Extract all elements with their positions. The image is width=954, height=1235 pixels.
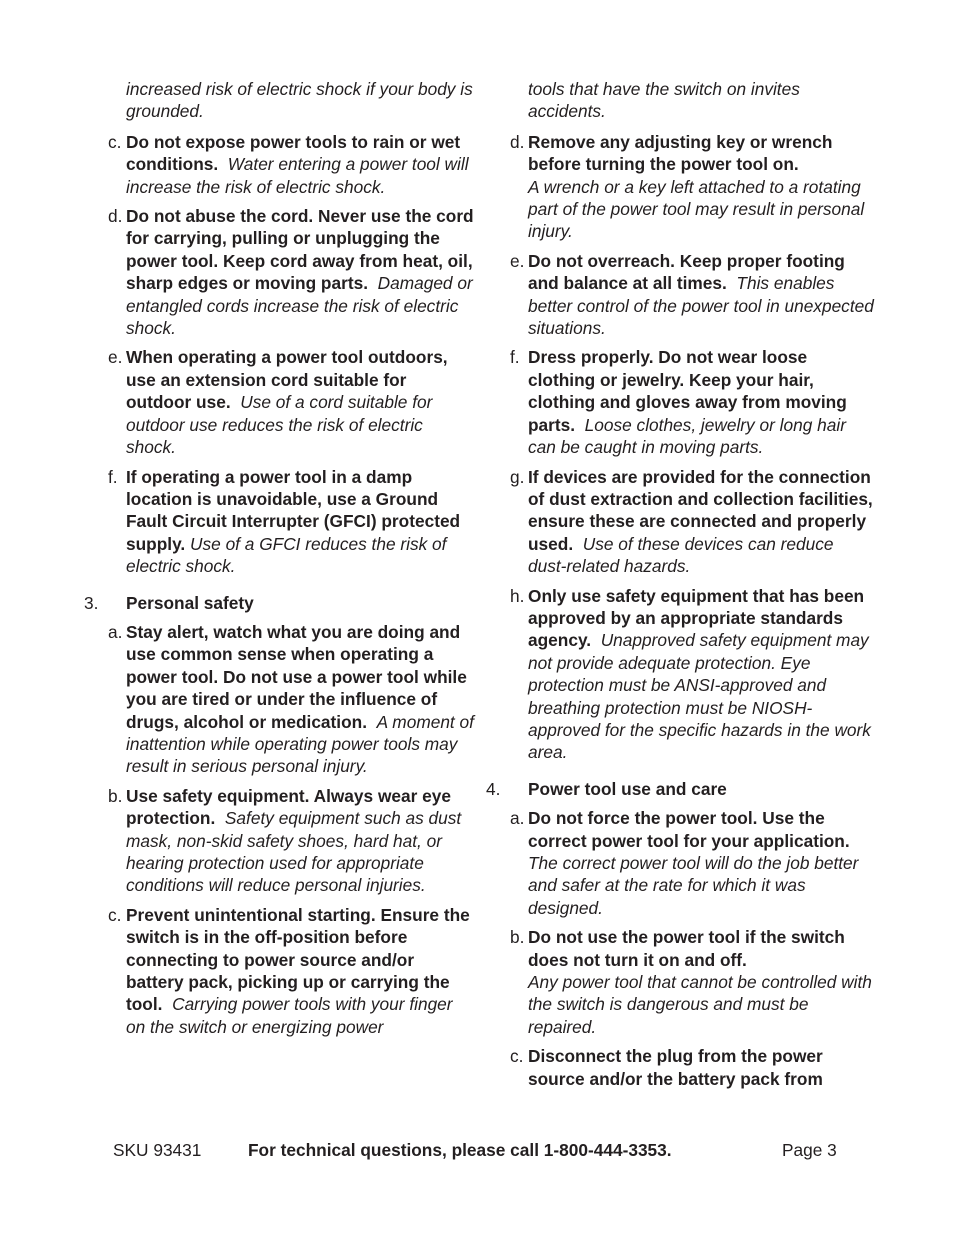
item-explanation: A moment of inattention while operating power tools may result in serious personal injury. <box>126 711 474 777</box>
item-explanation: A wrench or a key left attached to a rotating part of the power tool may result in personal injury. <box>528 176 865 242</box>
list-item <box>82 205 474 339</box>
item-explanation: Use of these devices can reduce dust-related hazards. <box>528 533 834 577</box>
list-item <box>484 807 876 919</box>
item-instruction: If operating a power tool in a damp location is unavoidable, use a Ground Fault Circuit Interrupter (GFCI) protected supply. <box>126 466 461 554</box>
list-item <box>82 466 474 578</box>
continued-text: increased risk of electric shock if your body is grounded. <box>126 79 473 122</box>
item-label: d. <box>510 131 525 152</box>
right-column <box>484 78 876 1097</box>
item-label: c. <box>510 1046 524 1067</box>
item-label: a. <box>108 621 123 642</box>
list-item <box>82 904 474 1038</box>
item-explanation: Safety equipment such as dust mask, non-skid safety shoes, hard hat, or hearing protection used for appropriate conditions will reduce personal injuries. <box>126 808 462 896</box>
item-explanation: The correct power tool will do the job better and safer at the rate for which it was designed. <box>528 853 859 918</box>
section-heading <box>484 778 876 800</box>
item-instruction: Use safety equipment. Always wear eye protection. <box>126 785 451 829</box>
item-label: c. <box>108 131 122 152</box>
item-instruction: Do not use the power tool if the switch does not turn it on and off. <box>528 927 845 970</box>
left-column <box>82 78 474 1045</box>
item-explanation: Water entering a power tool will increase the risk of electric shock. <box>126 154 469 197</box>
item-label: f. <box>510 347 520 368</box>
item-instruction: Do not overreach. Keep proper footing and balance at all times. <box>528 250 845 294</box>
item-instruction: Do not abuse the cord. Never use the cord for carrying, pulling or unplugging the power tool. Keep cord away from heat, oil, sharp edges or moving parts. <box>126 206 474 294</box>
item-label: a. <box>510 808 525 829</box>
item-instruction: Prevent unintentional starting. Ensure the switch is in the off-position before connecting to power source and/or battery pack, picking up or carrying the tool. <box>126 904 470 1015</box>
section-number: 4. <box>486 778 501 799</box>
section-title: Power tool use and care <box>528 778 727 799</box>
section-number: 3. <box>84 592 99 613</box>
list-item <box>82 621 474 778</box>
list-item <box>484 585 876 764</box>
list-item <box>82 346 474 458</box>
item-label: e. <box>510 250 525 271</box>
item-explanation: Carrying power tools with your finger on the switch or energizing power <box>126 994 453 1037</box>
item-explanation: Loose clothes, jewelry or long hair can be caught in moving parts. <box>528 414 846 458</box>
item-label: g. <box>510 466 525 487</box>
item-explanation: Use of a cord suitable for outdoor use reduces the risk of electric shock. <box>126 392 433 458</box>
list-item <box>82 785 474 897</box>
page-number: Page 3 <box>782 1140 837 1160</box>
continued-text: tools that have the switch on invites accidents. <box>528 79 800 122</box>
list-item <box>484 466 876 578</box>
item-instruction: When operating a power tool outdoors, use an extension cord suitable for outdoor use. <box>126 347 448 413</box>
item-label: h. <box>510 585 525 606</box>
list-item <box>484 346 876 458</box>
item-instruction: Remove any adjusting key or wrench before turning the power tool on. <box>528 131 833 175</box>
item-explanation: This enables better control of the power tool in unexpected situations. <box>528 273 874 339</box>
item-explanation: Unapproved safety equipment may not provide adequate protection. Eye protection must be ANSI-approved and breathing protection must be NIOSH-approved for the specific hazards in the work area. <box>528 630 871 763</box>
item-explanation: Use of a GFCI reduces the risk of electric shock. <box>126 533 447 577</box>
item-instruction: Dress properly. Do not wear loose clothing or jewelry. Keep your hair, clothing and gloves away from moving parts. <box>528 347 847 435</box>
list-item <box>484 250 876 340</box>
item-instruction: Stay alert, watch what you are doing and use common sense when operating a power tool. Do not use a power tool while you are tired or under the influence of drugs, alcohol or medication. <box>126 621 467 732</box>
technical-support-line: For technical questions, please call 1-800-444-3353. <box>248 1140 672 1160</box>
item-label: b. <box>108 785 123 806</box>
sku-number: SKU 93431 <box>113 1140 202 1160</box>
item-instruction: Disconnect the plug from the power source and/or the battery pack from <box>528 1046 823 1089</box>
item-instruction: Only use safety equipment that has been approved by an appropriate standards agency. <box>528 585 865 651</box>
item-label: c. <box>108 904 122 925</box>
section-heading <box>82 592 474 614</box>
list-item <box>484 131 876 243</box>
item-label: b. <box>510 927 525 948</box>
list-item <box>484 926 876 1038</box>
list-item <box>484 1045 876 1090</box>
item-instruction: If devices are provided for the connection of dust extraction and collection facilities, ensure these are connected and properly used. <box>528 466 873 554</box>
item-instruction: Do not expose power tools to rain or wet conditions. <box>126 131 461 175</box>
item-label: d. <box>108 206 123 227</box>
item-explanation: Damaged or entangled cords increase the risk of electric shock. <box>126 273 473 339</box>
item-explanation: Any power tool that cannot be controlled with the switch is dangerous and must be repaired. <box>528 972 872 1037</box>
section-title: Personal safety <box>126 592 254 613</box>
list-item <box>82 131 474 198</box>
item-label: e. <box>108 347 123 368</box>
item-instruction: Do not force the power tool. Use the correct power tool for your application. <box>528 808 850 851</box>
item-label: f. <box>108 466 118 487</box>
